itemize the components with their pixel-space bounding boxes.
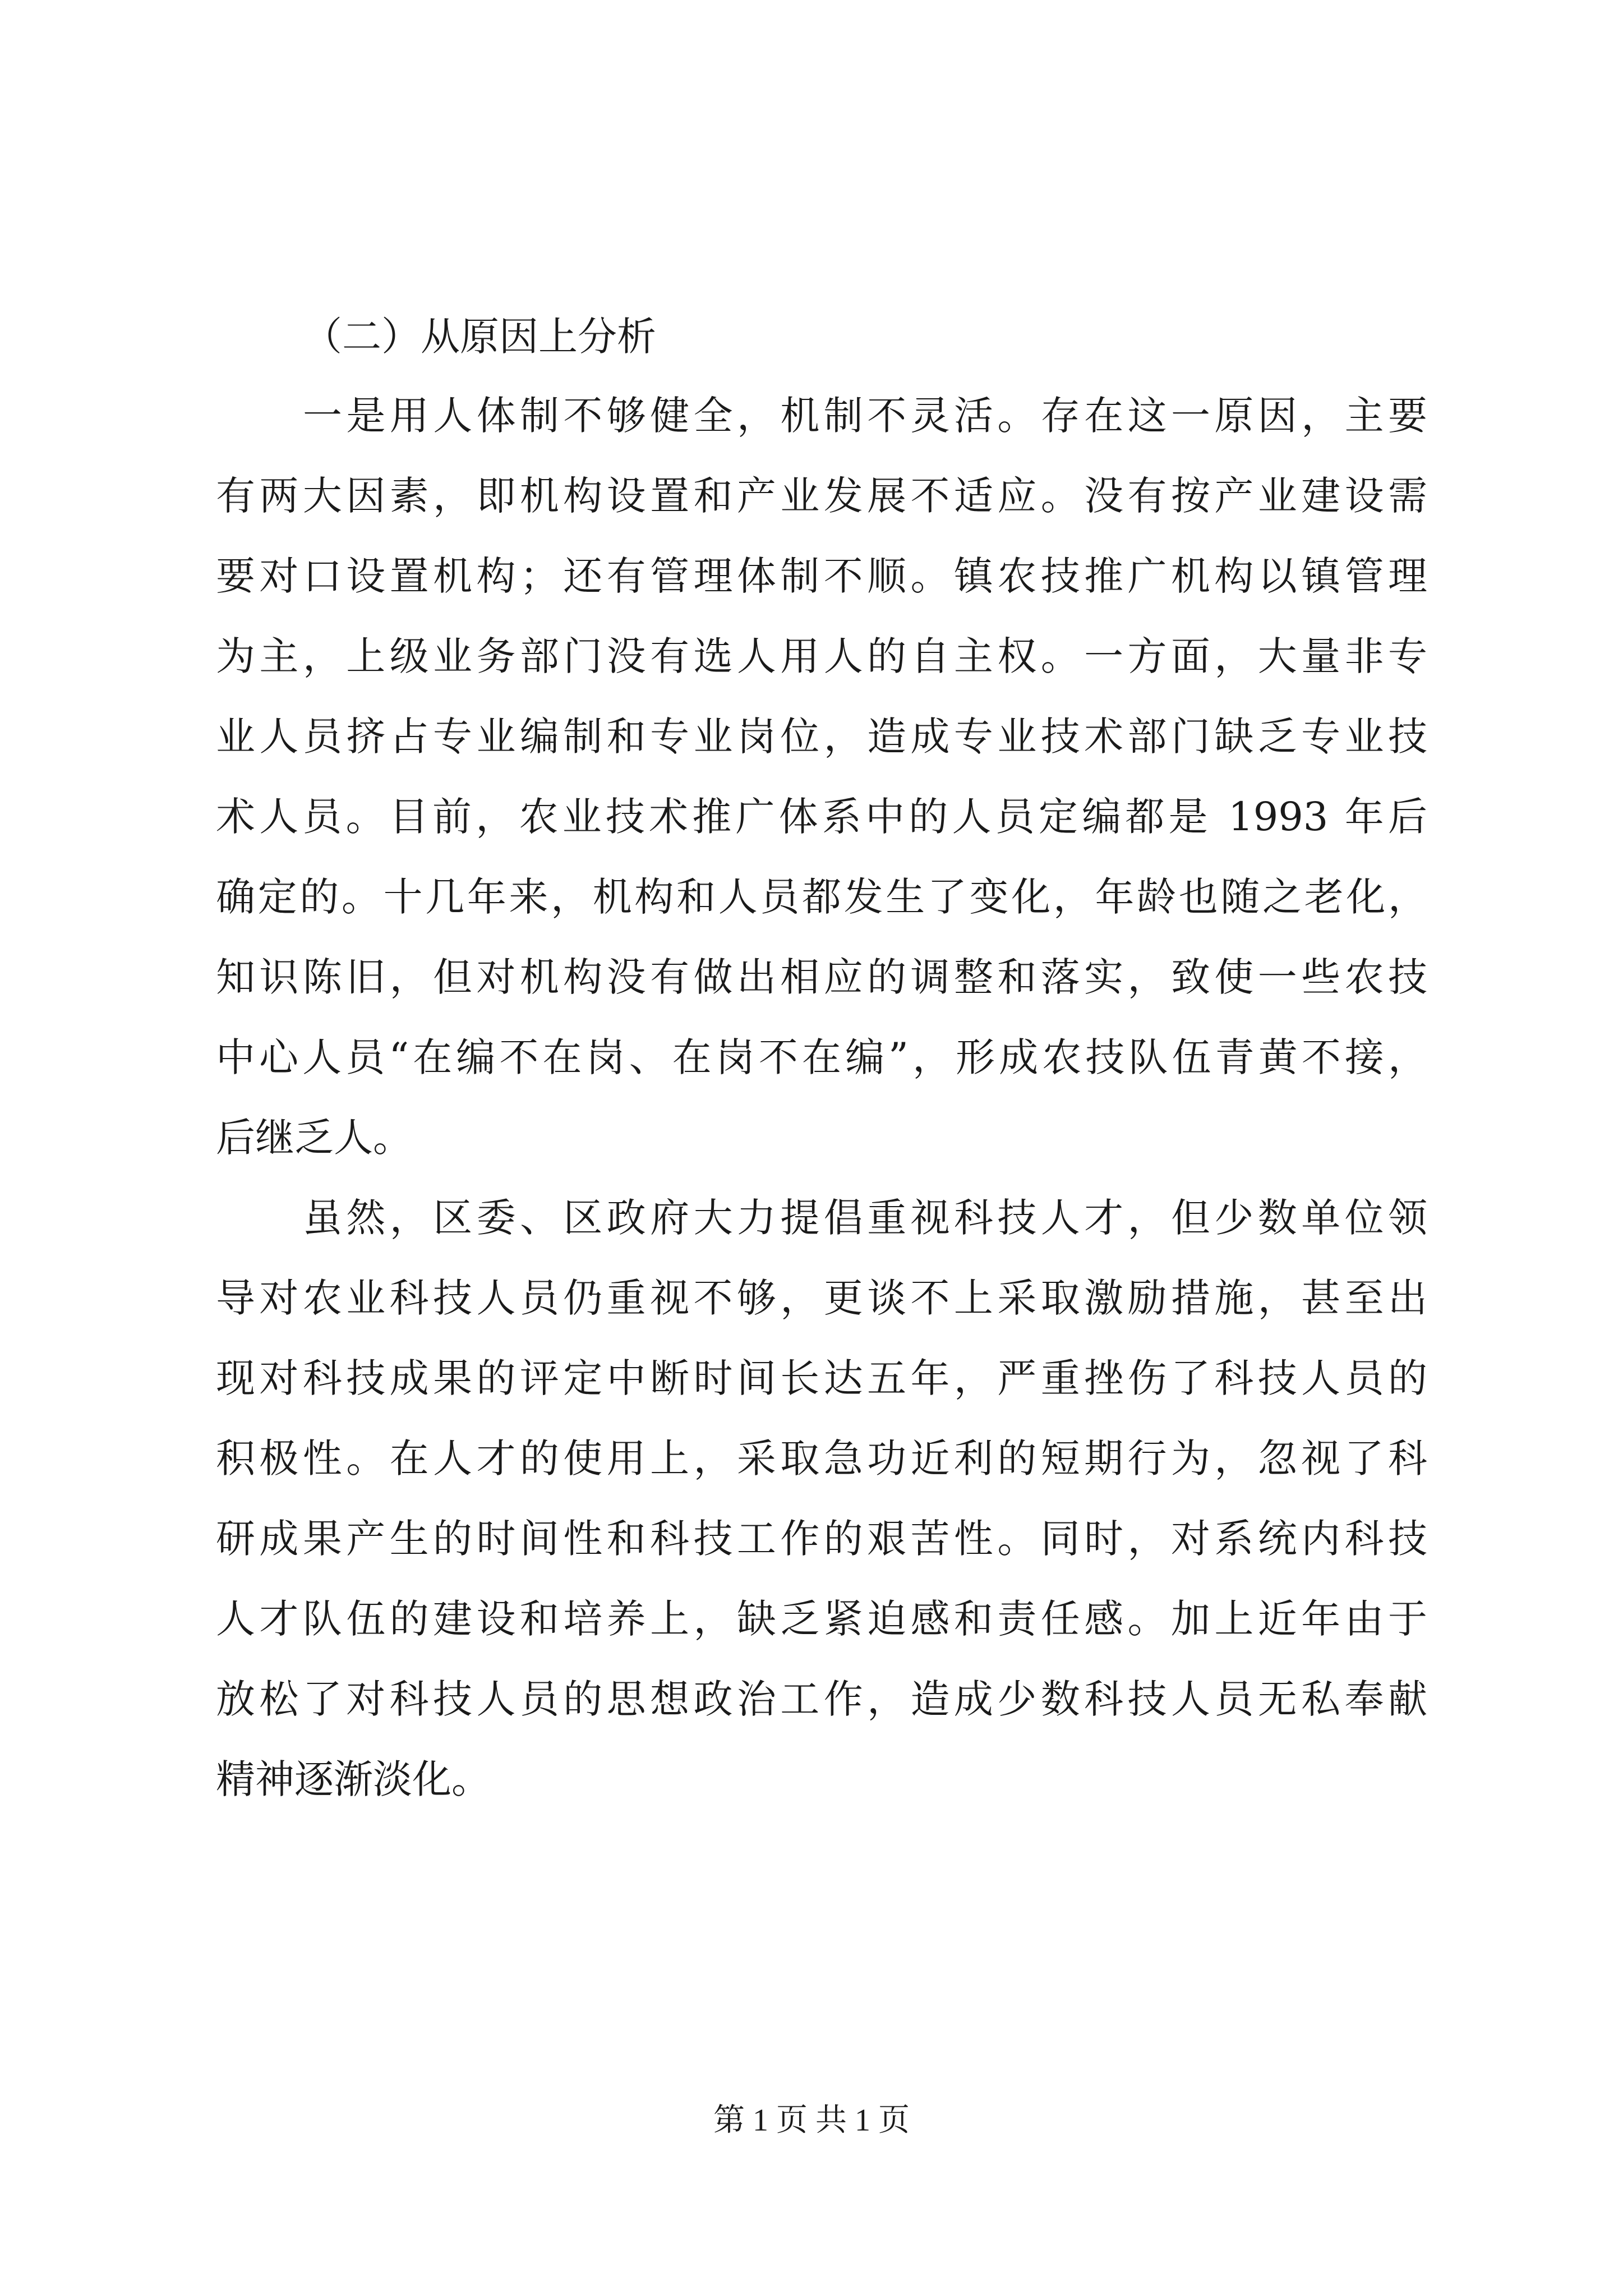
paragraph-line: 研成果产生的时间性和科技工作的艰苦性。同时，对系统内科技 xyxy=(216,1516,1427,1562)
paragraph-line: 导对农业科技人员仍重视不够，更谈不上采取激励措施，甚至出 xyxy=(216,1275,1427,1321)
paragraph-line: 中心人员“在编不在岗、在岗不在编”，形成农技队伍青黄不接， xyxy=(216,1034,1427,1080)
paragraph-line: 为主，上级业务部门没有选人用人的自主权。一方面，大量非专 xyxy=(216,633,1427,679)
page-footer: 第 1 页 共 1 页 xyxy=(713,2103,910,2138)
paragraph-line: 要对口设置机构；还有管理体制不顺。镇农技推广机构以镇管理 xyxy=(216,553,1427,599)
section-heading: （二）从原因上分析 xyxy=(303,314,656,360)
paragraph-line: 后继乏人。 xyxy=(216,1115,412,1161)
paragraph-2 xyxy=(216,1178,1427,1820)
paragraph-line: 术人员。目前，农业技术推广体系中的人员定编都是 1993 年后 xyxy=(216,794,1427,840)
paragraph-line: 现对科技成果的评定中断时间长达五年，严重挫伤了科技人员的 xyxy=(216,1355,1427,1401)
document-body xyxy=(216,297,1427,1820)
paragraph-line: 业人员挤占专业编制和专业岗位，造成专业技术部门缺乏专业技 xyxy=(216,714,1427,760)
paragraph-line: 确定的。十几年来，机构和人员都发生了变化，年龄也随之老化， xyxy=(216,874,1427,920)
paragraph-line: 有两大因素，即机构设置和产业发展不适应。没有按产业建设需 xyxy=(216,473,1427,519)
paragraph-1 xyxy=(216,376,1427,1178)
paragraph-line: 积极性。在人才的使用上，采取急功近利的短期行为，忽视了科 xyxy=(216,1435,1427,1481)
paragraph-line: 精神逐渐淡化。 xyxy=(216,1756,491,1802)
paragraph-line: 知识陈旧，但对机构没有做出相应的调整和落实，致使一些农技 xyxy=(216,954,1427,1000)
paragraph-line: 放松了对科技人员的思想政治工作，造成少数科技人员无私奉献 xyxy=(216,1676,1427,1722)
paragraph-line: 虽然，区委、区政府大力提倡重视科技人才，但少数单位领 xyxy=(303,1195,1427,1241)
paragraph-line: 人才队伍的建设和培养上，缺乏紧迫感和责任感。加上近年由于 xyxy=(216,1596,1427,1642)
paragraph-line: 一是用人体制不够健全，机制不灵活。存在这一原因，主要 xyxy=(303,393,1427,439)
